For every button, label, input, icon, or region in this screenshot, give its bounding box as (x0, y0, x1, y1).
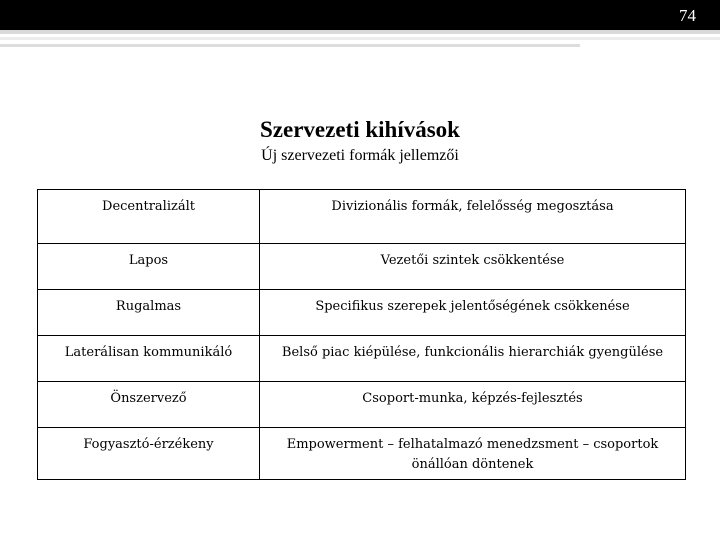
table-row (38, 428, 686, 480)
description-cell: Specifikus szerepek jelentőségének csökkenése (260, 290, 686, 336)
decor-stripe (0, 30, 720, 34)
table-row (38, 244, 686, 290)
description-cell: Csoport-munka, képzés-fejlesztés (260, 382, 686, 428)
feature-cell: Decentralizált (38, 190, 260, 244)
decor-stripe (0, 37, 720, 40)
description-cell: Vezetői szintek csökkentése (260, 244, 686, 290)
slide-title: Szervezeti kihívások (260, 117, 460, 142)
characteristics-table (37, 189, 686, 480)
slide-subtitle: Új szervezeti formák jellemzői (261, 147, 459, 164)
table-row (38, 382, 686, 428)
table-row (38, 336, 686, 382)
page-number: 74 (679, 6, 696, 25)
description-cell: Divizionális formák, felelősség megosztása (260, 190, 686, 244)
feature-cell: Laterálisan kommunikáló (38, 336, 260, 382)
feature-cell: Rugalmas (38, 290, 260, 336)
table-row (38, 290, 686, 336)
feature-cell: Lapos (38, 244, 260, 290)
description-cell: Belső piac kiépülése, funkcionális hierarchiák gyengülése (260, 336, 686, 382)
decor-stripe (0, 44, 580, 47)
header-bar (0, 0, 720, 30)
feature-cell: Önszervező (38, 382, 260, 428)
table-row (38, 190, 686, 244)
description-cell: Empowerment – felhatalmazó menedzsment – csoportok önállóan döntenek (260, 428, 686, 480)
feature-cell: Fogyasztó-érzékeny (38, 428, 260, 480)
